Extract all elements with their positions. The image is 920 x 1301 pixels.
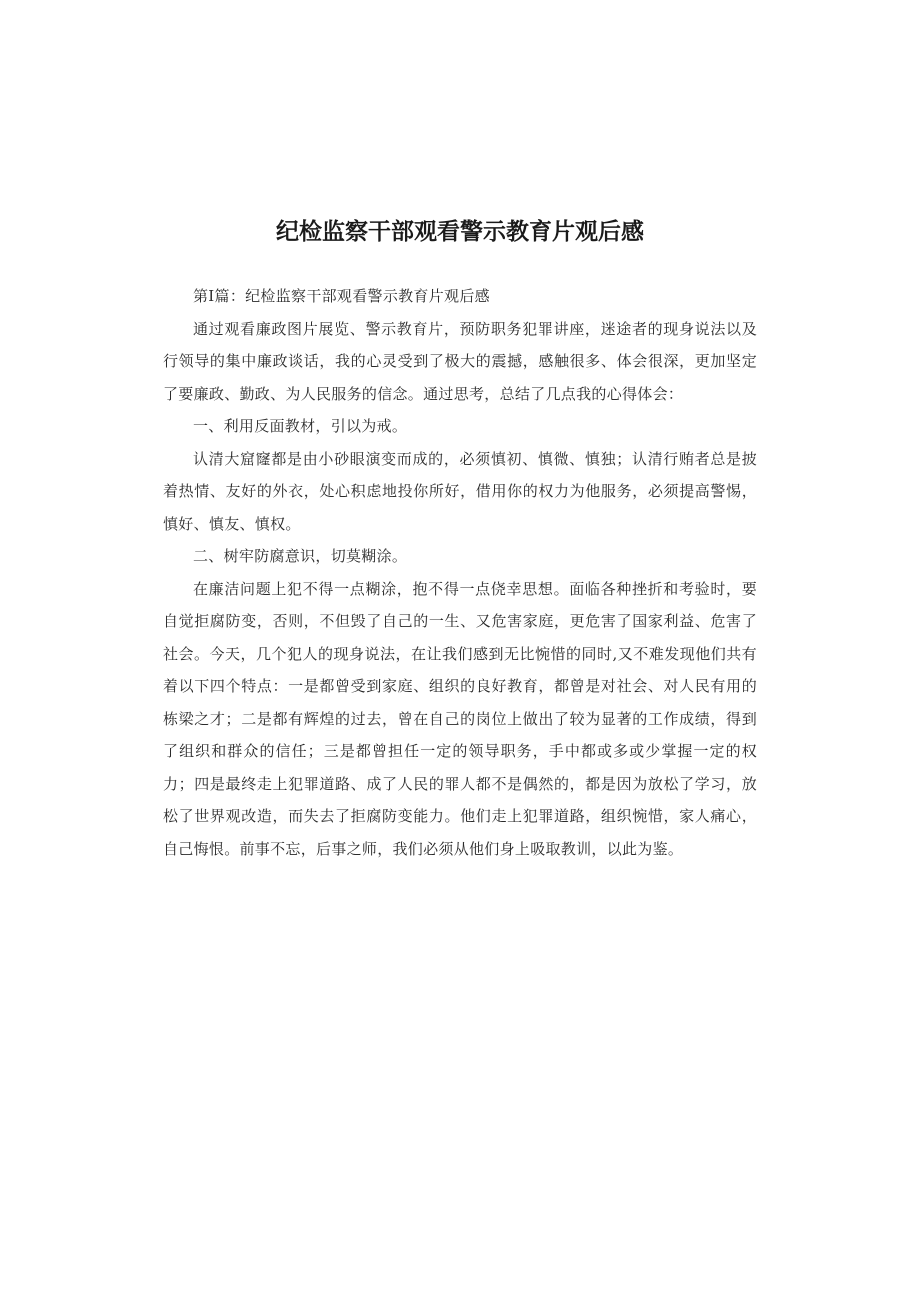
section-heading: 第I篇：纪检监察干部观看警示教育片观后感 <box>193 287 490 305</box>
body-paragraph: 认清大窟窿都是由小砂眼演变而成的，必须慎初、慎微、慎独；认清行贿者总是披着热情、友好的外衣，处心积虑地投你所好，借用你的权力为他服务，必须提高警惕，慎好、慎友、慎权。 <box>163 449 757 533</box>
body-paragraph: 在廉洁问题上犯不得一点糊涂，抱不得一点侥幸思想。面临各种挫折和考验时，要自觉拒腐防变，否则，不但毁了自己的一生、又危害家庭，更危害了国家利益、危害了社会。今天，几个犯人的现身说法，在让我们感到无比惋惜的同时,又不难发现他们共有着以下四个特点：一是都曾受到家庭、组织的良好教育，都曾是对社会、对人民有用的栋梁之才；二是都有辉煌的过去，曾在自己的岗位上做出了较为显著的工作成绩，得到了组织和群众的信任；三是都曾担任一定的领导职务，手中都或多或少掌握一定的权力；四是最终走上犯罪道路、成了人民的罪人都不是偶然的，都是因为放松了学习，放松了世界观改造，而失去了拒腐防变能力。他们走上犯罪道路，组织惋惜，家人痛心，自己悔恨。前事不忘，后事之师，我们必须从他们身上吸取教训，以此为鉴。 <box>163 579 757 858</box>
document-title: 纪检监察干部观看警示教育片观后感 <box>276 219 644 245</box>
subsection-heading: 二、树牢防腐意识，切莫糊涂。 <box>193 547 408 565</box>
subsection-heading: 一、利用反面教材，引以为戒。 <box>193 417 408 435</box>
document-body <box>163 280 757 865</box>
body-paragraph: 通过观看廉政图片展览、警示教育片，预防职务犯罪讲座，迷途者的现身说法以及行领导的集中廉政谈话，我的心灵受到了极大的震撼，感触很多、体会很深，更加坚定了要廉政、勤政、为人民服务的信念。通过思考，总结了几点我的心得体会： <box>163 319 757 403</box>
